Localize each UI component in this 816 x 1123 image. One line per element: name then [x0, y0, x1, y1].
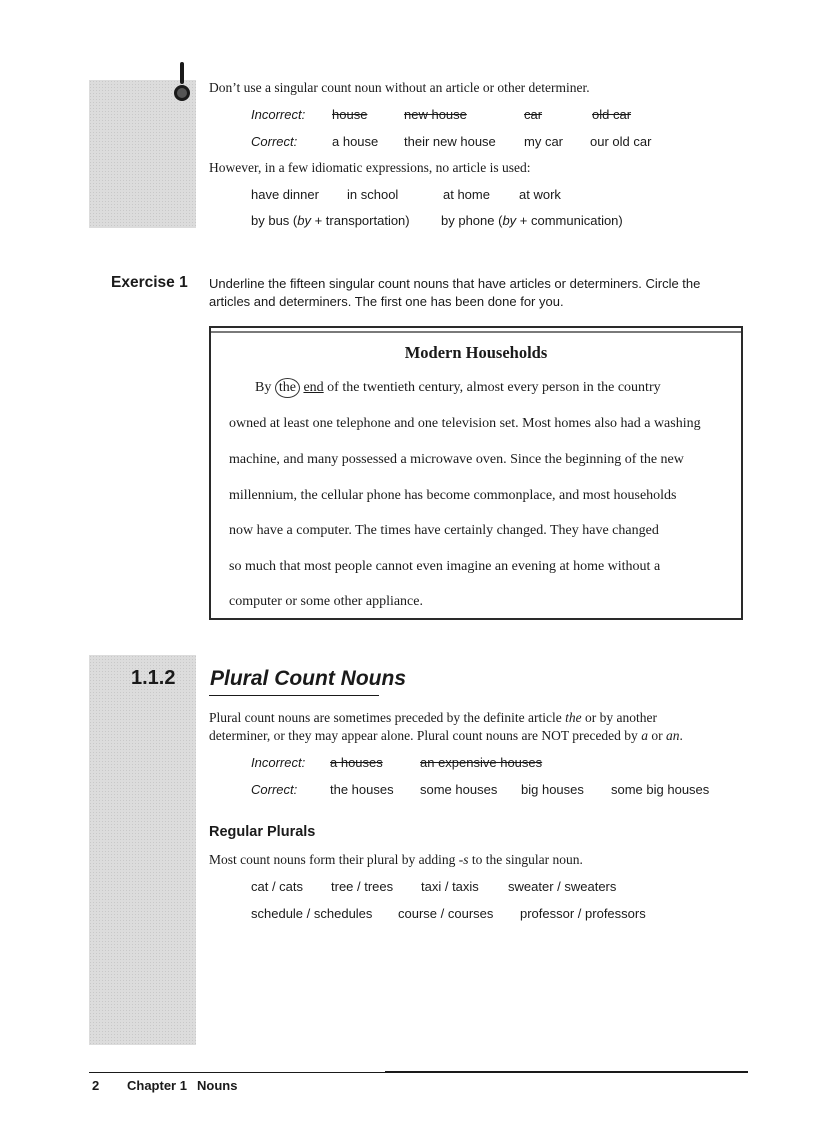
passage-title: Modern Households [404, 343, 548, 362]
incorrect-label: Incorrect: [251, 107, 306, 122]
idiom: at home [443, 187, 490, 202]
idiom: have dinner [251, 187, 319, 202]
footer-chapter-title: Nouns [197, 1078, 238, 1093]
correct-example: some houses [420, 782, 498, 797]
exception-text: However, in a few idiomatic expressions, no article is used: [209, 160, 531, 175]
exercise-instructions-line2: articles and determiners. The first one has been done for you. [209, 294, 564, 309]
idiom-by-bus: by bus (by + transportation) [251, 213, 410, 228]
underlined-noun: end [303, 380, 324, 395]
correct-example: some big houses [611, 782, 710, 797]
section-number: 1.1.2 [131, 667, 176, 689]
plural-pair: tree / trees [331, 879, 394, 894]
correct-label: Correct: [251, 134, 298, 149]
passage-line: millennium, the cellular phone has become commonplace, and most households [229, 488, 677, 503]
rule-text: Don’t use a singular count noun without an article or other determiner. [209, 80, 590, 95]
plural-pair: professor / professors [520, 906, 646, 921]
page-number: 2 [92, 1078, 100, 1093]
incorrect-example: new house [404, 107, 467, 122]
correct-example: big houses [521, 782, 584, 797]
correct-example: the houses [330, 782, 394, 797]
section-intro-line2: determiner, or they may appear alone. Plural count nouns are NOT preceded by a or an. [209, 728, 683, 743]
exclamation-icon [172, 62, 192, 104]
reading-passage-box [209, 326, 743, 620]
passage-line: owned at least one telephone and one television set. Most homes also had a washing [229, 416, 701, 431]
footer-rule-thick [385, 1071, 748, 1073]
plural-pair: taxi / taxis [421, 879, 479, 894]
incorrect-example: an expensive houses [420, 755, 543, 770]
regular-plurals-text: Most count nouns form their plural by adding -s to the singular noun. [209, 852, 583, 867]
exercise-instructions-line1: Underline the fifteen singular count nouns that have articles or determiners. Circle the [209, 276, 701, 291]
section-title: Plural Count Nouns [210, 667, 406, 690]
idiom-by-phone: by phone (by + communication) [441, 213, 623, 228]
incorrect-example: old car [592, 107, 632, 122]
incorrect-example: house [332, 107, 368, 122]
subheading-regular-plurals: Regular Plurals [209, 824, 316, 840]
idiom: at work [519, 187, 561, 202]
passage-line: computer or some other appliance. [229, 594, 423, 609]
correct-example: their new house [404, 134, 496, 149]
incorrect-example: car [524, 107, 543, 122]
correct-example: a house [332, 134, 379, 149]
plural-pair: course / courses [398, 906, 494, 921]
section-rule [209, 695, 379, 696]
circled-article: the [275, 378, 300, 398]
correct-example: my car [524, 134, 563, 149]
passage-line: machine, and many possessed a microwave oven. Since the beginning of the new [229, 452, 684, 467]
incorrect-label: Incorrect: [251, 755, 306, 770]
footer-chapter: Chapter 1 [127, 1078, 187, 1093]
passage-line: so much that most people cannot even imagine an evening at home without a [229, 559, 661, 574]
idiom: in school [347, 187, 399, 202]
incorrect-example: a houses [330, 755, 383, 770]
margin-band-bottom [89, 655, 196, 1045]
exercise-label: Exercise 1 [111, 274, 188, 291]
passage-line-1: By the end of the twentieth century, almost every person in the country [255, 378, 661, 398]
section-intro-line1: Plural count nouns are sometimes preceded by the definite article the or by another [209, 710, 657, 725]
plural-pair: sweater / sweaters [508, 879, 617, 894]
correct-label: Correct: [251, 782, 298, 797]
plural-pair: schedule / schedules [251, 906, 373, 921]
correct-example: our old car [590, 134, 652, 149]
passage-line: now have a computer. The times have certainly changed. They have changed [229, 523, 659, 538]
plural-pair: cat / cats [251, 879, 304, 894]
